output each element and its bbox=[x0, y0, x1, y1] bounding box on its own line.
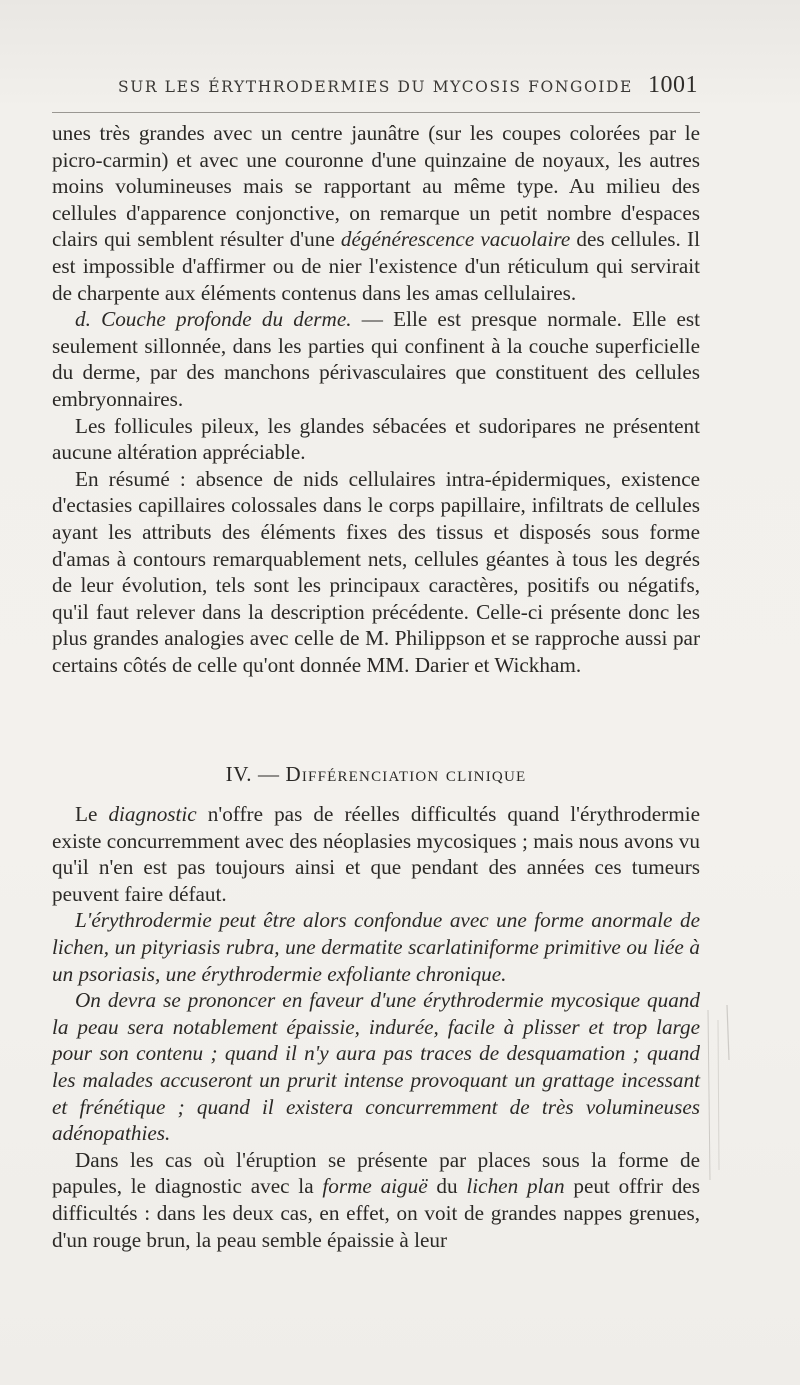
paragraph bbox=[52, 466, 700, 679]
italic-text: d. Couche profonde du derme. bbox=[75, 307, 352, 332]
text-run: Dans les cas où l'éruption se présente par places sous la forme de papules, le diagnostic avec la bbox=[52, 1147, 700, 1199]
italic-text: diagnostic bbox=[108, 802, 197, 826]
text-run: Le bbox=[75, 802, 109, 826]
text-run: n'offre pas de réelles difficultés quand l'érythrodermie existe concurremment avec des néoplasies mycosiques ; mais nous avons vu qu'il n'en est pas toujours ainsi et que pendant des années ces tumeurs peuvent faire défaut. bbox=[52, 802, 700, 906]
text-block-histology bbox=[52, 120, 700, 678]
paragraph bbox=[52, 907, 700, 987]
paragraph bbox=[52, 801, 700, 907]
margin-stain-marks bbox=[700, 1000, 740, 1190]
text-run: — Elle est presque normale. Elle est seulement sillonnée, dans les parties qui confinent à la couche superficielle du derme, par des manchons périvasculaires que constituent des cellules embryonnaires. bbox=[52, 307, 701, 411]
running-head: SUR LES ÉRYTHRODERMIES DU MYCOSIS FONGOIDE bbox=[118, 78, 633, 96]
italic-text: forme aiguë bbox=[322, 1174, 428, 1199]
italic-text: On devra se prononcer en faveur d'une érythrodermie mycosique quand la peau sera notablement épaissie, indurée, facile à plisser et trop large pour son contenu ; quand il n'y aura pas traces de desquamation ; quand les malades accuseront un prurit intense provoquant un grattage incessant et frénétique ; quand il existera concurremment de très volumineuses adénopathies. bbox=[52, 988, 700, 1146]
text-run: du bbox=[427, 1174, 467, 1199]
italic-text: L'érythrodermie peut être alors confondue avec une forme anormale de lichen, un pityriasis rubra, une dermatite scarlatiniforme primitive ou liée à un psoriasis, une érythrodermie exfoliante chronique. bbox=[52, 908, 700, 986]
section-title: Différenciation clinique bbox=[285, 762, 527, 786]
page-header bbox=[52, 72, 700, 106]
page-number: 1001 bbox=[648, 72, 698, 98]
paragraph bbox=[52, 987, 700, 1147]
text-run: peut offrir des difficultés : dans les deux cas, en effet, on voit de grandes nappes grenues, d'un rouge brun, la peau semble épaissie à leur bbox=[52, 1174, 700, 1252]
header-rule bbox=[52, 112, 700, 113]
text-run: En résumé : absence de nids cellulaires intra-épidermiques, existence d'ectasies capillaires colossales dans le corps papillaire, infiltrats de cellules ayant les attributs des éléments fixes des tissus et disposés sous forme d'amas à contours remarquablement nets, cellules géantes à tous les degrés de leur évolution, tels sont les principaux caractères, positifs ou négatifs, qu'il faut relever dans la description précédente. Celle-ci présente donc les plus grandes analogies avec celle de M. Philippson et se rapproche aussi par certains côtés de celle qu'ont donnée MM. Darier et Wickham. bbox=[52, 466, 700, 677]
text-run: Les follicules pileux, les glandes sébacées et sudoripares ne présentent aucune altération appréciable. bbox=[52, 413, 700, 465]
section-number: IV. — bbox=[225, 762, 280, 786]
text-run: des cellules. Il est impossible d'affirmer ou de nier l'existence d'un réticulum qui servirait de charpente aux éléments contenus dans les amas cellulaires. bbox=[52, 227, 700, 305]
paragraph bbox=[52, 413, 700, 466]
paragraph bbox=[52, 1147, 700, 1253]
section-heading bbox=[52, 762, 700, 787]
text-run: unes très grandes avec un centre jaunâtre (sur les coupes colorées par le picro-carmin) et avec une couronne d'une quinzaine de noyaux, les autres moins volumineuses mais se rapportant au même type. Au milieu des cellules d'apparence conjonctive, on remarque un petit nombre d'espaces clairs qui semblent résulter d'une bbox=[52, 121, 700, 252]
italic-text: lichen plan bbox=[466, 1174, 565, 1199]
paragraph bbox=[52, 306, 700, 412]
text-block-diagnosis bbox=[52, 801, 700, 1253]
italic-text: dégénérescence vacuolaire bbox=[340, 227, 571, 252]
paragraph bbox=[52, 120, 700, 306]
